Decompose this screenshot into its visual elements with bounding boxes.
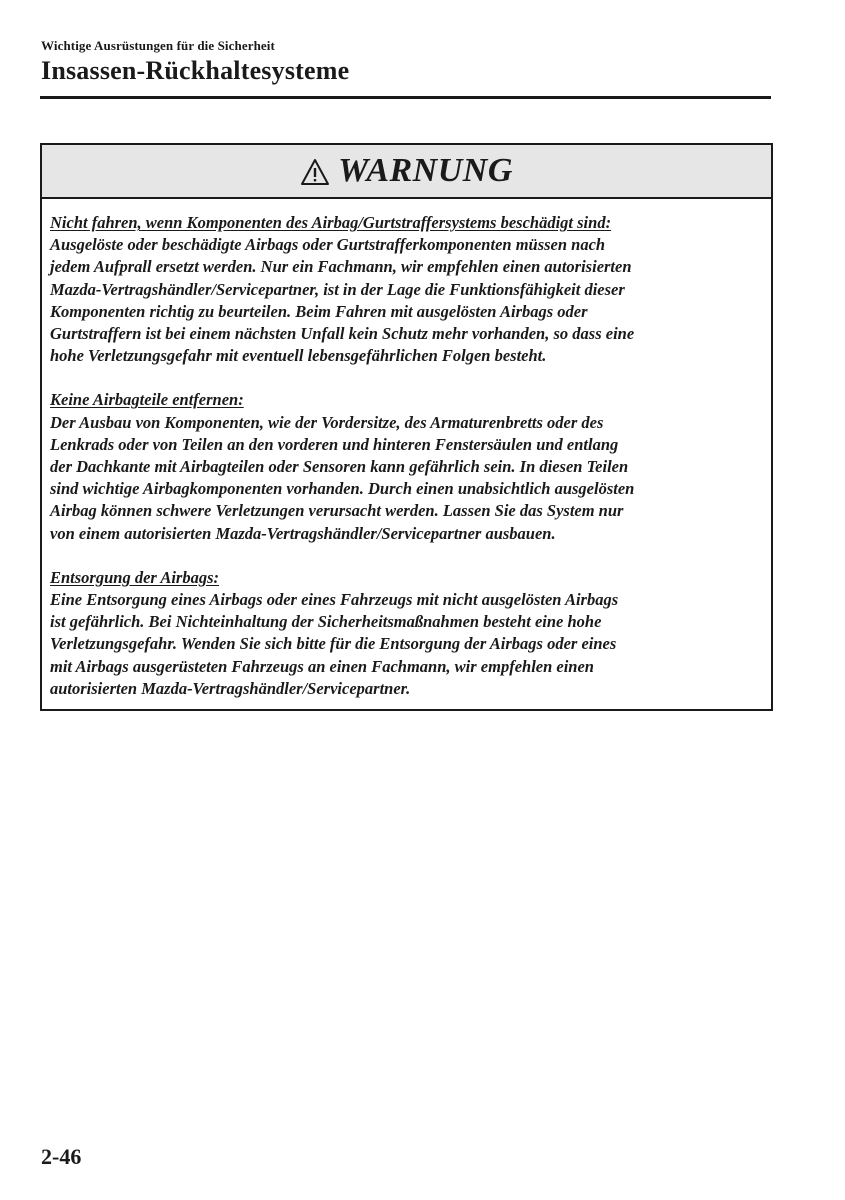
paragraph-line: Ausgelöste oder beschädigte Airbags oder Gurtstrafferkomponenten müssen nach: [50, 235, 606, 255]
paragraph-heading: Keine Airbagteile entfernen:: [50, 390, 244, 410]
warning-body: [42, 199, 771, 700]
paragraph-line: Verletzungsgefahr. Wenden Sie sich bitte für die Entsorgung der Airbags oder eines: [50, 634, 617, 654]
warning-paragraph: [50, 212, 763, 367]
page-title: Insassen-Rückhaltesysteme: [41, 56, 350, 85]
paragraph-line: Komponenten richtig zu beurteilen. Beim Fahren mit ausgelösten Airbags oder: [50, 301, 588, 321]
paragraph-line: von einem autorisierten Mazda-Vertragshändler/Servicepartner ausbauen.: [50, 523, 556, 543]
warning-paragraph: [50, 389, 763, 544]
paragraph-line: Eine Entsorgung eines Airbags oder eines Fahrzeugs mit nicht ausgelösten Airbags: [50, 590, 619, 610]
paragraph-line: ist gefährlich. Bei Nichteinhaltung der Sicherheitsmaßnahmen besteht eine hohe: [50, 612, 602, 632]
paragraph-heading: Entsorgung der Airbags:: [50, 567, 220, 587]
paragraph-heading: Nicht fahren, wenn Komponenten des Airbag/Gurtstraffersystems beschädigt sind:: [50, 213, 612, 232]
section-label: Wichtige Ausrüstungen für die Sicherheit: [41, 38, 275, 53]
paragraph-line: der Dachkante mit Airbagteilen oder Sensoren kann gefährlich sein. In diesen Teilen: [50, 457, 629, 477]
paragraph-line: Gurtstraffern ist bei einem nächsten Unfall kein Schutz mehr vorhanden, so dass eine: [50, 324, 635, 344]
paragraph-line: hohe Verletzungsgefahr mit eventuell lebensgefährlichen Folgen besteht.: [50, 346, 547, 366]
warning-title: WARNUNG: [338, 152, 513, 189]
warning-paragraph: [50, 567, 763, 700]
paragraph-line: autorisierten Mazda-Vertragshändler/Servicepartner.: [50, 678, 411, 698]
paragraph-line: jedem Aufprall ersetzt werden. Nur ein Fachmann, wir empfehlen einen autorisierten: [50, 257, 632, 277]
paragraph-line: Der Ausbau von Komponenten, wie der Vordersitze, des Armaturenbretts oder des: [50, 412, 604, 432]
paragraph-line: mit Airbags ausgerüsteten Fahrzeugs an einen Fachmann, wir empfehlen einen: [50, 656, 594, 676]
paragraph-line: Lenkrads oder von Teilen an den vorderen und hinteren Fenstersäulen und entlang: [50, 434, 619, 454]
paragraph-line: sind wichtige Airbagkomponenten vorhanden. Durch einen unabsichtlich ausgelösten: [50, 479, 635, 499]
warning-box: [40, 143, 773, 711]
warning-header: [42, 145, 771, 199]
warning-triangle-icon: [300, 158, 330, 186]
title-divider: [40, 96, 771, 99]
paragraph-line: Airbag können schwere Verletzungen verursacht werden. Lassen Sie das System nur: [50, 501, 624, 521]
paragraph-line: Mazda-Vertragshändler/Servicepartner, ist in der Lage die Funktionsfähigkeit dieser: [50, 279, 625, 299]
page-number: 2-46: [41, 1144, 82, 1169]
